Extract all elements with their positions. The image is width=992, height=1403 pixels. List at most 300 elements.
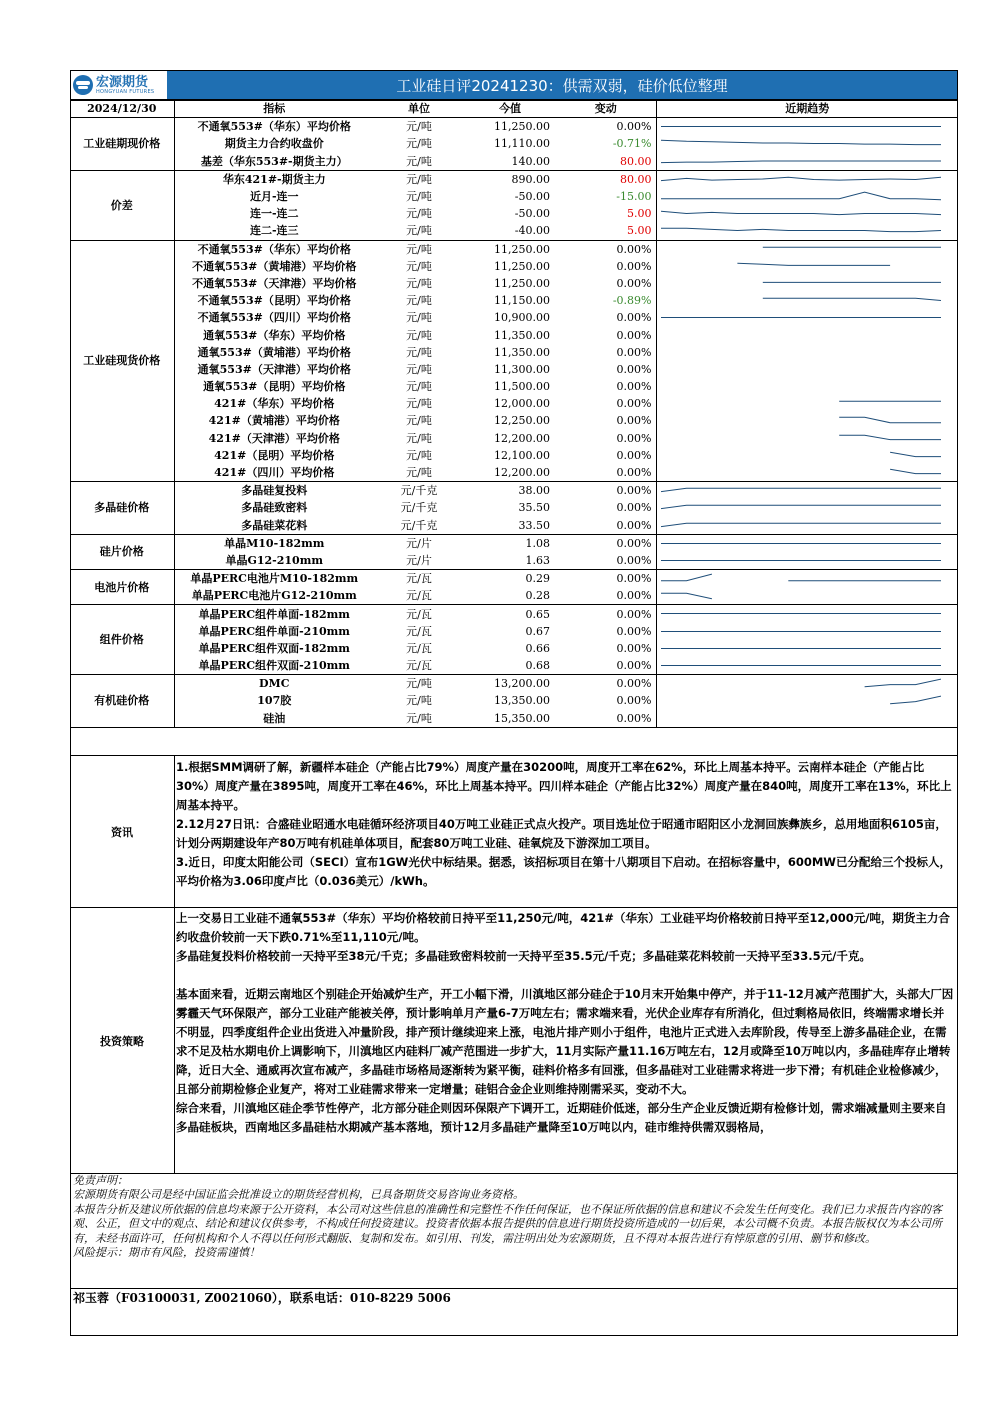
- change-cell: 80.00: [620, 172, 652, 186]
- unit-cell: 元/吨: [406, 431, 432, 445]
- change-cell: 0.00%: [556, 710, 656, 728]
- sparkline-svg: [661, 243, 941, 256]
- strategy-paragraph: 多晶硅复投料价格较前一天持平至38元/千克；多晶硅致密料较前一天持平至35.5元/千克；多晶硅菜花料较前一天持平至33.5元/千克。: [176, 949, 871, 963]
- unit-cell: 元/瓦: [406, 641, 432, 655]
- trend-sparkline: [656, 464, 958, 482]
- value-cell: 12,200.00: [494, 431, 550, 445]
- value-cell: 0.66: [525, 641, 550, 655]
- change-cell: -0.71%: [612, 137, 652, 151]
- news-label: 资讯: [70, 756, 175, 907]
- header-value: 今值: [464, 100, 556, 118]
- unit-cell: 元/吨: [374, 153, 464, 171]
- disclaimer-line: 宏源期货有限公司是经中国证监会批准设立的期货经营机构，已具备期货交易咨询业务资格。: [73, 1188, 524, 1202]
- news-item: 1.根据SMM调研了解，新疆样本硅企（产能占比79%）周度产量在30200吨，周度开工率在62%，环比上周基本持平。云南样本硅企（产能占比30%）周度产量在3895吨，周度开工率在46%，环比上周基本持平。四川样本硅企（产能占比32%）周度产量在840吨，周度开工率在13%，环比上周基本持平。: [176, 760, 952, 812]
- change-cell: 0.00%: [616, 484, 652, 498]
- sparkline-svg: [661, 659, 941, 672]
- sparkline-svg: [661, 155, 941, 168]
- sparkline-path: [864, 679, 940, 687]
- change-cell: 0.00%: [616, 328, 652, 342]
- sparkline-path: [661, 192, 941, 200]
- trend-sparkline: [656, 205, 958, 222]
- sparkline-svg: [661, 572, 941, 585]
- table-row: [70, 170, 958, 188]
- unit-cell: 元/吨: [374, 222, 464, 240]
- sparkline-svg: [661, 207, 941, 220]
- table-row: [70, 205, 958, 222]
- value-cell: 0.68: [464, 657, 556, 675]
- change-cell: 0.00%: [616, 345, 652, 359]
- trend-sparkline: [656, 570, 958, 588]
- value-cell: 11,250.00: [494, 259, 550, 273]
- sparkline-path: [661, 177, 941, 180]
- sparkline-path: [661, 488, 941, 491]
- sparkline-path: [890, 469, 941, 473]
- value-cell: 11,350.00: [494, 328, 550, 342]
- logo-en: HONGYUAN FUTURES: [96, 88, 155, 95]
- sparkline-svg: [661, 554, 941, 567]
- indicator-name: 单晶PERC组件单面-210mm: [198, 624, 350, 638]
- sparkline-svg: [661, 484, 941, 497]
- unit-cell: 元/瓦: [406, 572, 432, 586]
- sparkline-path: [890, 696, 941, 704]
- indicator-name: 单晶PERC电池片M10-182mm: [190, 572, 359, 586]
- unit-cell: 元/吨: [406, 137, 432, 151]
- indicator-name: 多晶硅致密料: [241, 501, 308, 515]
- trend-sparkline: [656, 135, 958, 152]
- sparkline-path: [737, 263, 890, 265]
- news-item: 2.12月27日讯：合盛硅业昭通水电硅循环经济项目40万吨工业硅正式点火投产。项目选址位于昭通市昭阳区小龙洞回族彝族乡，总用地面积6105亩，计划分两期建设年产80万吨有机硅单体项目，配套80万吨工业硅、硅氧烷及下游深加工项目。: [176, 817, 947, 850]
- table-row: [70, 499, 958, 516]
- disclaimer: [70, 1173, 958, 1288]
- change-cell: -15.00: [616, 190, 652, 204]
- sparkline-svg: [661, 224, 941, 237]
- sparkline-svg: [661, 466, 941, 479]
- value-cell: 1.08: [525, 536, 550, 550]
- unit-cell: 元/吨: [406, 120, 432, 134]
- change-cell: 0.00%: [556, 552, 656, 570]
- indicator-name: 通氧553#（天津港）平均价格: [197, 362, 351, 376]
- sparkline-svg: [661, 277, 941, 290]
- unit-cell: 元/吨: [406, 414, 432, 428]
- disclaimer-title: 免责声明：: [73, 1174, 128, 1187]
- sparkline-path: [661, 574, 712, 581]
- header-unit: 单位: [374, 100, 464, 118]
- header-indicator: 指标: [174, 100, 374, 118]
- change-cell: 0.00%: [556, 517, 656, 535]
- strategy-body: [176, 909, 954, 1171]
- table-row: [70, 657, 958, 675]
- table-row: [70, 534, 958, 552]
- unit-cell: 元/瓦: [406, 607, 432, 621]
- logo-icon: [73, 75, 93, 95]
- sparkline-svg: [661, 397, 941, 410]
- value-cell: 13,200.00: [494, 677, 550, 691]
- unit-cell: 元/吨: [406, 677, 432, 691]
- sparkline-svg: [661, 501, 941, 514]
- indicator-name: 通氧553#（华东）平均价格: [203, 328, 346, 342]
- sparkline-svg: [661, 625, 941, 638]
- indicator-name: 连一-连二: [249, 207, 299, 221]
- sparkline-path: [661, 506, 941, 509]
- unit-cell: 元/吨: [406, 294, 432, 308]
- indicator-name: 不通氧553#（昆明）平均价格: [197, 294, 351, 308]
- trend-sparkline: [656, 587, 958, 605]
- sparkline-svg: [661, 190, 941, 203]
- unit-cell: 元/吨: [374, 710, 464, 728]
- indicator-name: 421#（华东）平均价格: [214, 397, 335, 411]
- value-cell: 0.67: [525, 624, 550, 638]
- table-row: [70, 675, 958, 693]
- indicator-name: 107胶: [257, 694, 292, 708]
- sparkline-svg: [661, 694, 941, 707]
- value-cell: 11,250.00: [494, 276, 550, 290]
- change-cell: 0.00%: [616, 641, 652, 655]
- trend-sparkline: [656, 710, 958, 728]
- table-row: [70, 344, 958, 361]
- indicator-name: 近月-连一: [249, 190, 299, 204]
- table-row: [70, 640, 958, 657]
- disclaimer-line: 风险提示：期市有风险，投资需谨慎！: [73, 1246, 260, 1260]
- trend-sparkline: [656, 623, 958, 640]
- change-cell: 0.00%: [616, 242, 652, 256]
- change-cell: 0.00%: [616, 607, 652, 621]
- change-cell: 5.00: [627, 207, 652, 221]
- indicator-name: 基差（华东553#-期货主力）: [174, 153, 374, 171]
- strategy-paragraph: 综合来看，川滇地区硅企季节性停产，北方部分硅企则因环保限产下调开工，近期硅价低迷，部分生产企业反馈近期有检修计划，需求端减量则主要来自多晶硅板块，西南地区多晶硅枯水期减产基本落地，预计12月多晶硅产量降至10万吨以内，硅市维持供需双弱格局，: [176, 1101, 947, 1134]
- sparkline-svg: [661, 173, 941, 186]
- unit-cell: 元/千克: [374, 517, 464, 535]
- unit-cell: 元/吨: [406, 207, 432, 221]
- indicator-name: 通氧553#（昆明）平均价格: [203, 380, 346, 394]
- strategy-paragraph: 基本面来看，近期云南地区个别硅企开始减炉生产，开工小幅下滑，川滇地区部分硅企于10月末开始集中停产，并于11-12月减产范围扩大，头部大厂因雾霾天气环保限产，部分工业硅产能被关停，预计影响单月产量6-7万吨左右；需求端来看，光伏企业库存有所消化，但过剩格局依旧，终端需求增长并不明显，四季度组件企业出货进入冲量阶段，排产预计继续迎来上涨，电池片排产则小于组件，电池片正式进入去库阶段，传导至上游多晶硅企业，在需求不足及枯水期电价上调影响下，川滇地区内硅料厂减产范围进一步扩大，11月实际产量11.16万吨左右，12月或降至10万吨以内，多晶硅库存止增转降，近日大全、通威再次宣布减产，多晶硅市场格局逐渐转为紧平衡，硅料价格多有回涨，但多晶硅对工业硅需求将进一步下滑；有机硅企业检修减少，且部分前期检修企业复产，将对工业硅需求带来一定增量；硅铝合金企业则维持刚需采买，变动不大。: [176, 987, 954, 1096]
- strategy-section: [70, 907, 958, 1173]
- sparkline-svg: [661, 537, 941, 550]
- sparkline-svg: [661, 432, 941, 445]
- price-table: [70, 100, 958, 728]
- change-cell: 0.00%: [616, 311, 652, 325]
- sparkline-path: [762, 298, 940, 300]
- sparkline-svg: [661, 311, 941, 324]
- trend-sparkline: [656, 188, 958, 205]
- indicator-name: 华东421#-期货主力: [222, 172, 326, 186]
- sparkline-path: [839, 418, 941, 424]
- indicator-name: 单晶M10-182mm: [224, 536, 325, 550]
- indicator-name: 连二-连三: [174, 222, 374, 240]
- trend-sparkline: [656, 292, 958, 309]
- change-cell: 0.00%: [556, 657, 656, 675]
- change-cell: 0.00%: [616, 362, 652, 376]
- sparkline-svg: [661, 346, 941, 359]
- sparkline-svg: [661, 607, 941, 620]
- unit-cell: 元/吨: [406, 448, 432, 462]
- table-row: [70, 378, 958, 395]
- sparkline-path: [661, 161, 941, 163]
- table-row: [70, 412, 958, 429]
- indicator-name: 421#（昆明）平均价格: [214, 448, 335, 462]
- table-row: [70, 395, 958, 412]
- header-trend: 近期趋势: [656, 100, 958, 118]
- sparkline-path: [890, 452, 941, 456]
- value-cell: 11,110.00: [494, 137, 550, 151]
- value-cell: 890.00: [511, 172, 550, 186]
- table-row: [70, 517, 958, 535]
- trend-sparkline: [656, 378, 958, 395]
- strategy-label: 投资策略: [70, 908, 175, 1173]
- category-label: 有机硅价格: [70, 675, 174, 728]
- unit-cell: 元/瓦: [374, 587, 464, 605]
- table-row: [70, 309, 958, 326]
- table-row: [70, 222, 958, 240]
- indicator-name: 单晶PERC组件双面-210mm: [174, 657, 374, 675]
- trend-sparkline: [656, 326, 958, 343]
- indicator-name: 421#（黄埔港）平均价格: [208, 414, 340, 428]
- table-row: [70, 430, 958, 447]
- table-row: [70, 623, 958, 640]
- indicator-name: 单晶PERC电池片G12-210mm: [174, 587, 374, 605]
- indicator-name: DMC: [259, 677, 290, 691]
- sparkline-path: [661, 141, 941, 145]
- trend-sparkline: [656, 170, 958, 188]
- trend-sparkline: [656, 309, 958, 326]
- value-cell: 12,200.00: [464, 464, 556, 482]
- sparkline-svg: [661, 677, 941, 690]
- logo-cn: 宏源期货: [96, 74, 149, 90]
- table-row: [70, 570, 958, 588]
- trend-sparkline: [656, 552, 958, 570]
- value-cell: -50.00: [514, 207, 550, 221]
- trend-sparkline: [656, 430, 958, 447]
- value-cell: 10,900.00: [494, 311, 550, 325]
- change-cell: -0.89%: [612, 294, 652, 308]
- trend-sparkline: [656, 692, 958, 709]
- indicator-name: 单晶G12-210mm: [174, 552, 374, 570]
- value-cell: -40.00: [464, 222, 556, 240]
- unit-cell: 元/吨: [406, 362, 432, 376]
- trend-sparkline: [656, 657, 958, 675]
- table-row: [70, 135, 958, 152]
- disclaimer-line: 本报告分析及建议所依据的信息均来源于公开资料，本公司对这些信息的准确性和完整性不作任何保证，也不保证所依据的信息和建议不会发生任何变化。我们已力求报告内容的客观、公正，但文中的观点、结论和建议仅供参考，不构成任何投资建议。投资者依据本报告提供的信息进行期货投资所造成的一切后果，本公司概不负责。本报告版权仅为本公司所有，未经书面许可，任何机构和个人不得以任何形式翻版、复制和发布。如引用、刊发，需注明出处为宏源期货，且不得对本报告进行有悖原意的引用、删节和修改。: [73, 1202, 942, 1245]
- trend-sparkline: [656, 258, 958, 275]
- change-cell: 0.00%: [616, 572, 652, 586]
- table-row: [70, 710, 958, 728]
- value-cell: 140.00: [464, 153, 556, 171]
- indicator-name: 不通氧553#（天津港）平均价格: [192, 276, 357, 290]
- sparkline-svg: [661, 449, 941, 462]
- trend-sparkline: [656, 361, 958, 378]
- table-row: [70, 552, 958, 570]
- value-cell: 11,250.00: [494, 120, 550, 134]
- trend-sparkline: [656, 640, 958, 657]
- table-row: [70, 605, 958, 623]
- category-label: 多晶硅价格: [70, 482, 174, 535]
- report-header: [70, 70, 958, 100]
- sparkline-svg: [661, 519, 941, 532]
- unit-cell: 元/瓦: [374, 657, 464, 675]
- table-row: [70, 240, 958, 258]
- indicator-name: 单晶PERC组件单面-182mm: [198, 607, 350, 621]
- strategy-paragraph: 上一交易日工业硅不通氧553#（华东）平均价格较前日持平至11,250元/吨，421#（华东）工业硅平均价格较前日持平至12,000元/吨，期货主力合约收盘价较前一天下跌0.71%至11,110元/吨。: [176, 911, 950, 944]
- table-row: [70, 188, 958, 205]
- value-cell: 15,350.00: [464, 710, 556, 728]
- category-label: 价差: [70, 170, 174, 240]
- sparkline-svg: [661, 120, 941, 133]
- unit-cell: 元/千克: [400, 501, 438, 515]
- table-row: [70, 482, 958, 500]
- value-cell: 13,350.00: [494, 694, 550, 708]
- table-row: [70, 275, 958, 292]
- table-header-row: [70, 100, 958, 118]
- indicator-name: 通氧553#（黄埔港）平均价格: [197, 345, 351, 359]
- news-body: [176, 758, 954, 891]
- trend-sparkline: [656, 222, 958, 240]
- sparkline-svg: [661, 414, 941, 427]
- unit-cell: 元/吨: [406, 276, 432, 290]
- author-contact: 祁玉蓉（F03100031, Z0021060），联系电话：010-8229 5006: [70, 1288, 958, 1306]
- table-row: [70, 361, 958, 378]
- unit-cell: 元/片: [374, 552, 464, 570]
- sparkline-svg: [661, 137, 941, 150]
- change-cell: 0.00%: [616, 694, 652, 708]
- table-row: [70, 587, 958, 605]
- unit-cell: 元/瓦: [406, 624, 432, 638]
- change-cell: 0.00%: [616, 380, 652, 394]
- table-row: [70, 326, 958, 343]
- change-cell: 0.00%: [616, 501, 652, 515]
- indicator-name: 硅油: [174, 710, 374, 728]
- unit-cell: 元/吨: [406, 345, 432, 359]
- unit-cell: 元/吨: [406, 694, 432, 708]
- trend-sparkline: [656, 395, 958, 412]
- value-cell: 11,250.00: [494, 242, 550, 256]
- strategy-paragraph: [176, 966, 954, 985]
- trend-sparkline: [656, 412, 958, 429]
- change-cell: 0.00%: [616, 624, 652, 638]
- category-label: 工业硅现货价格: [70, 240, 174, 482]
- trend-sparkline: [656, 153, 958, 171]
- company-logo: [73, 72, 165, 98]
- sparkline-svg: [661, 589, 941, 602]
- change-cell: 0.00%: [616, 431, 652, 445]
- value-cell: 0.65: [525, 607, 550, 621]
- indicator-name: 单晶PERC组件双面-182mm: [198, 641, 350, 655]
- change-cell: 0.00%: [616, 397, 652, 411]
- trend-sparkline: [656, 534, 958, 552]
- table-row: [70, 292, 958, 309]
- indicator-name: 期货主力合约收盘价: [224, 137, 324, 151]
- unit-cell: 元/吨: [406, 172, 432, 186]
- news-section: [70, 755, 958, 907]
- category-label: 硅片价格: [70, 534, 174, 569]
- unit-cell: 元/吨: [406, 259, 432, 273]
- change-cell: 0.00%: [616, 536, 652, 550]
- indicator-name: 421#（四川）平均价格: [174, 464, 374, 482]
- value-cell: 1.63: [464, 552, 556, 570]
- trend-sparkline: [656, 275, 958, 292]
- sparkline-svg: [661, 260, 941, 273]
- news-item: 3.近日，印度太阳能公司（SECI）宣布1GW光伏中标结果。据悉，该招标项目在第十八期项目下启动。在招标容量中，600MW已分配给三个投标人，平均价格为3.06印度卢比（0.036美元）/kWh。: [176, 855, 951, 888]
- sparkline-svg: [661, 363, 941, 376]
- unit-cell: 元/吨: [406, 328, 432, 342]
- table-row: [70, 447, 958, 464]
- table-row: [70, 258, 958, 275]
- value-cell: 11,150.00: [494, 294, 550, 308]
- sparkline-svg: [661, 294, 941, 307]
- trend-sparkline: [656, 240, 958, 258]
- header-date: 2024/12/30: [70, 100, 174, 118]
- unit-cell: 元/片: [406, 536, 432, 550]
- trend-sparkline: [656, 499, 958, 516]
- indicator-name: 多晶硅菜花料: [174, 517, 374, 535]
- unit-cell: 元/吨: [406, 190, 432, 204]
- table-row: [70, 464, 958, 482]
- change-cell: 0.00%: [616, 120, 652, 134]
- change-cell: 0.00%: [616, 259, 652, 273]
- value-cell: 12,100.00: [494, 448, 550, 462]
- change-cell: 80.00: [556, 153, 656, 171]
- category-label: 电池片价格: [70, 570, 174, 605]
- indicator-name: 不通氧553#（华东）平均价格: [197, 242, 351, 256]
- table-row: [70, 153, 958, 171]
- trend-sparkline: [656, 482, 958, 500]
- change-cell: 0.00%: [556, 464, 656, 482]
- sparkline-path: [661, 594, 712, 600]
- unit-cell: 元/千克: [400, 484, 438, 498]
- indicator-name: 不通氧553#（黄埔港）平均价格: [192, 259, 357, 273]
- value-cell: 12,250.00: [494, 414, 550, 428]
- unit-cell: 元/吨: [374, 464, 464, 482]
- header-change: 变动: [556, 100, 656, 118]
- value-cell: 11,300.00: [494, 362, 550, 376]
- trend-sparkline: [656, 605, 958, 623]
- change-cell: 0.00%: [616, 276, 652, 290]
- report-title: 工业硅日评20241230：供需双弱，硅价低位整理: [167, 71, 957, 99]
- value-cell: 12,000.00: [494, 397, 550, 411]
- trend-sparkline: [656, 118, 958, 136]
- unit-cell: 元/吨: [406, 397, 432, 411]
- value-cell: 38.00: [518, 484, 550, 498]
- sparkline-svg: [661, 380, 941, 393]
- indicator-name: 不通氧553#（华东）平均价格: [197, 120, 351, 134]
- sparkline-svg: [661, 642, 941, 655]
- unit-cell: 元/吨: [406, 242, 432, 256]
- unit-cell: 元/吨: [406, 311, 432, 325]
- sparkline-svg: [661, 328, 941, 341]
- trend-sparkline: [656, 675, 958, 693]
- value-cell: 35.50: [518, 501, 550, 515]
- change-cell: 0.00%: [616, 448, 652, 462]
- sparkline-path: [839, 435, 941, 439]
- indicator-name: 421#（天津港）平均价格: [208, 431, 340, 445]
- value-cell: 0.28: [464, 587, 556, 605]
- unit-cell: 元/吨: [406, 380, 432, 394]
- category-label: 工业硅期现价格: [70, 118, 174, 171]
- change-cell: 0.00%: [616, 677, 652, 691]
- trend-sparkline: [656, 344, 958, 361]
- sparkline-path: [661, 229, 941, 232]
- indicator-name: 不通氧553#（四川）平均价格: [197, 311, 351, 325]
- indicator-name: 多晶硅复投料: [241, 484, 308, 498]
- change-cell: 5.00: [556, 222, 656, 240]
- value-cell: 11,500.00: [494, 380, 550, 394]
- trend-sparkline: [656, 517, 958, 535]
- value-cell: 0.29: [525, 572, 550, 586]
- value-cell: -50.00: [514, 190, 550, 204]
- change-cell: 0.00%: [556, 587, 656, 605]
- value-cell: 11,350.00: [494, 345, 550, 359]
- sparkline-path: [661, 211, 941, 214]
- sparkline-path: [661, 523, 941, 526]
- value-cell: 33.50: [464, 517, 556, 535]
